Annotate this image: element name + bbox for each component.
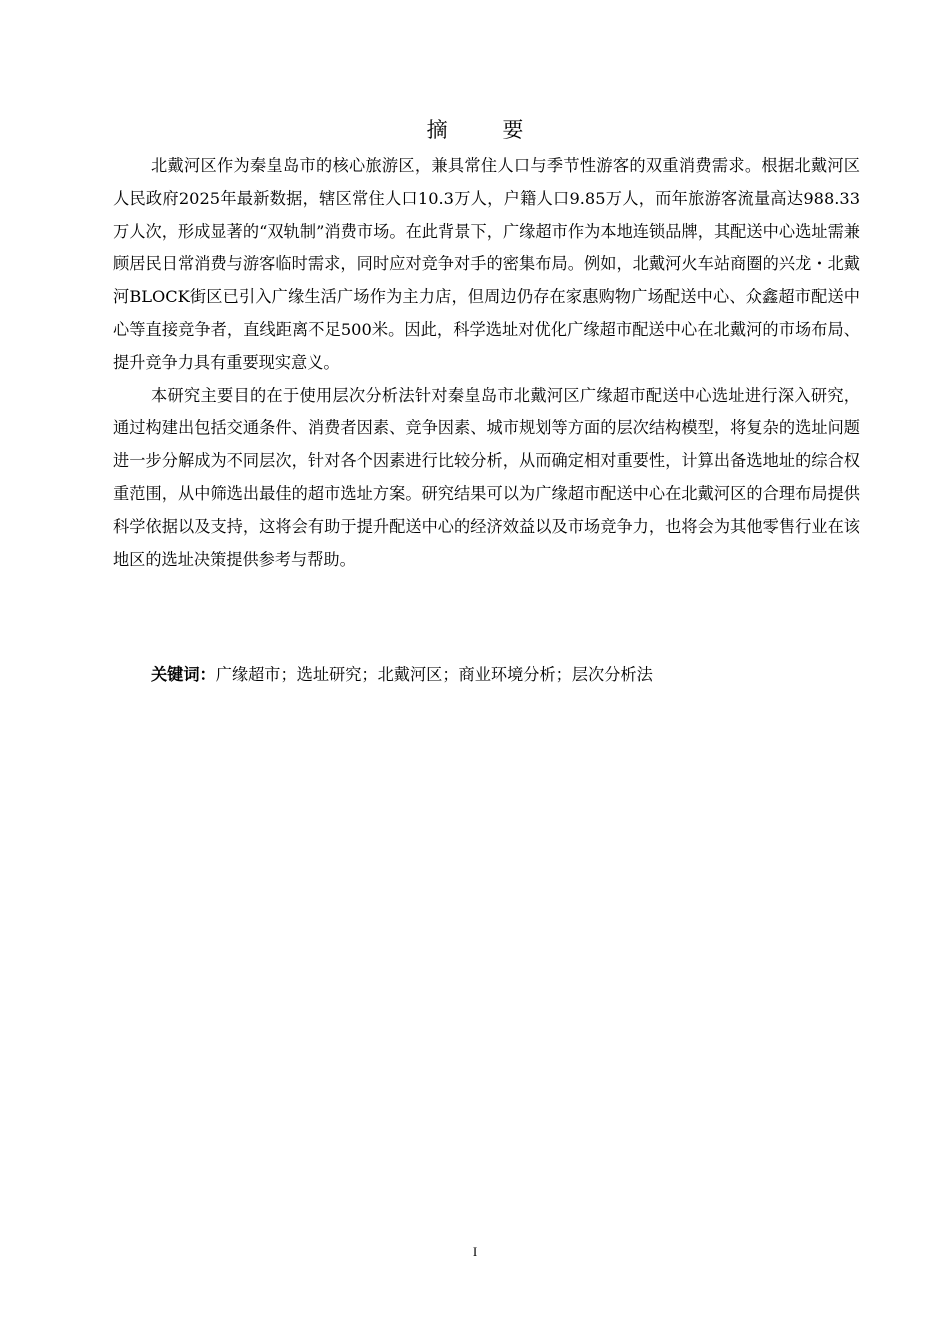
keywords-label: 关键词： [151,665,216,684]
keywords-list: 广缘超市；选址研究；北戴河区；商业环境分析；层次分析法 [215,665,653,684]
abstract-title: 摘 要 [426,118,548,142]
abstract-body [113,150,860,576]
keywords-line [151,661,653,689]
page-number: I [472,1244,478,1259]
abstract-paragraph-2: 本研究主要目的在于使用层次分析法针对秦皇岛市北戴河区广缘超市配送中心选址进行深入研究，通过构建出包括交通条件、消费者因素、竞争因素、城市规划等方面的层次结构模型，将复杂的选址问题进一步分解成为不同层次，针对各个因素进行比较分析，从而确定相对重要性，计算出备选地址的综合权重范围，从中筛选出最佳的超市选址方案。研究结果可以为广缘超市配送中心在北戴河区的合理布局提供科学依据以及支持，这将会有助于提升配送中心的经济效益以及市场竞争力，也将会为其他零售行业在该地区的选址决策提供参考与帮助。 [113,385,860,569]
abstract-paragraph-1: 北戴河区作为秦皇岛市的核心旅游区，兼具常住人口与季节性游客的双重消费需求。根据北戴河区人民政府2025年最新数据，辖区常住人口10.3万人，户籍人口9.85万人，而年旅游客流量高达988.33万人次，形成显著的“双轨制”消费市场。在此背景下，广缘超市作为本地连锁品牌，其配送中心选址需兼顾居民日常消费与游客临时需求，同时应对竞争对手的密集布局。例如，北戴河火车站商圈的兴龙・北戴河BLOCK街区已引入广缘生活广场作为主力店，但周边仍存在家惠购物广场配送中心、众鑫超市配送中心等直接竞争者，直线距离不足500米。因此，科学选址对优化广缘超市配送中心在北戴河的市场布局、提升竞争力具有重要现实意义。 [113,156,860,372]
